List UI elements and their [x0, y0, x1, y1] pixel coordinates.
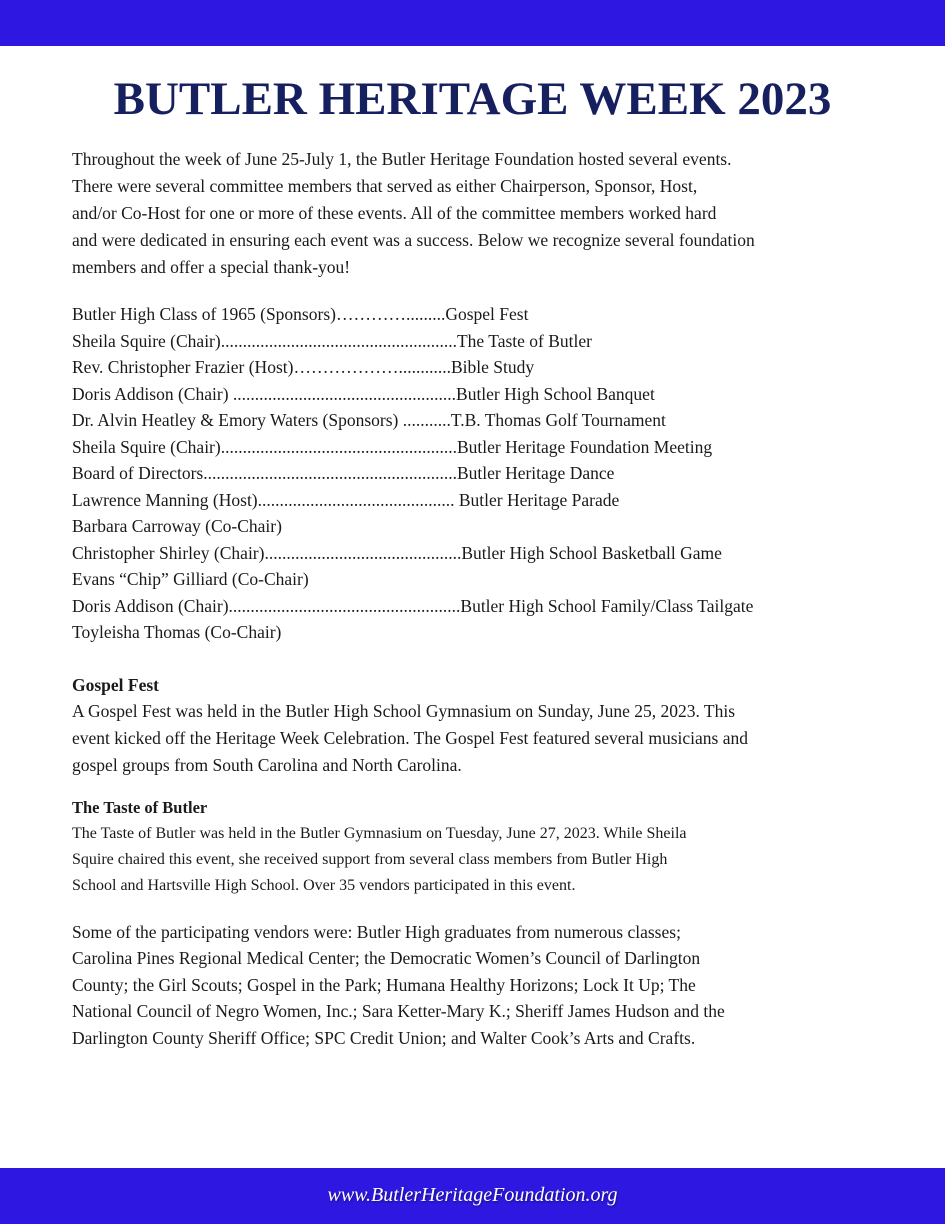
document-body	[72, 146, 902, 1051]
taste-of-butler-line: School and Hartsville High School. Over 35 vendors participated in this event.	[72, 876, 576, 894]
intro-line: and were dedicated in ensuring each event was a success. Below we recognize several foundation	[72, 230, 755, 250]
intro-line: and/or Co-Host for one or more of these events. All of the committee members worked hard	[72, 203, 717, 223]
roster-row: Barbara Carroway (Co-Chair)	[72, 516, 282, 536]
gospel-fest-line: event kicked off the Heritage Week Celebration. The Gospel Fest featured several musicians and	[72, 727, 748, 748]
intro-line: Throughout the week of June 25-July 1, the Butler Heritage Foundation hosted several events.	[72, 149, 732, 169]
footer-website-url[interactable]: www.ButlerHeritageFoundation.org	[327, 1184, 618, 1206]
page-title: BUTLER HERITAGE WEEK 2023	[113, 73, 832, 125]
taste-of-butler-line: The Taste of Butler was held in the Butler Gymnasium on Tuesday, June 27, 2023. While Sheila	[72, 824, 687, 842]
committee-roster	[72, 301, 902, 646]
top-color-band	[0, 0, 945, 46]
gospel-fest-heading: Gospel Fest	[72, 674, 160, 695]
vendors-line: County; the Girl Scouts; Gospel in the Park; Humana Healthy Horizons; Lock It Up; The	[72, 974, 696, 995]
gospel-fest-paragraph	[72, 698, 902, 779]
intro-paragraph	[72, 146, 902, 281]
taste-of-butler-line: Squire chaired this event, she received support from several class members from Butler High	[72, 850, 668, 868]
roster-row: Doris Addison (Chair).....................................................Butler High School Family/Class Tailgate	[72, 595, 754, 616]
vendors-paragraph	[72, 919, 902, 1052]
roster-row: Lawrence Manning (Host)............................................. Butler Heritage Parade	[72, 489, 620, 510]
intro-line: members and offer a special thank-you!	[72, 257, 351, 277]
roster-row: Christopher Shirley (Chair).............................................Butler High School Basketball Game	[72, 542, 722, 563]
roster-row: Evans “Chip” Gilliard (Co-Chair)	[72, 569, 309, 589]
intro-line: There were several committee members that served as either Chairperson, Sponsor, Host,	[72, 176, 698, 196]
taste-of-butler-heading: The Taste of Butler	[72, 797, 208, 817]
vendors-line: Darlington County Sheriff Office; SPC Credit Union; and Walter Cook’s Arts and Crafts.	[72, 1027, 696, 1048]
roster-row: Sheila Squire (Chair)......................................................The Taste of Butler	[72, 330, 592, 351]
vendors-line: Some of the participating vendors were: Butler High graduates from numerous classes;	[72, 921, 681, 942]
roster-row: Board of Directors..........................................................Butler Heritage Dance	[72, 463, 615, 483]
vendors-line: National Council of Negro Women, Inc.; Sara Ketter-Mary K.; Sheriff James Hudson and the	[72, 1001, 725, 1021]
vendors-line: Carolina Pines Regional Medical Center; the Democratic Women’s Council of Darlington	[72, 948, 701, 968]
gospel-fest-line: gospel groups from South Carolina and North Carolina.	[72, 754, 462, 775]
roster-row: Dr. Alvin Heatley & Emory Waters (Sponsors) ...........T.B. Thomas Golf Tournament	[72, 410, 666, 430]
roster-row: Sheila Squire (Chair)......................................................Butler Heritage Foundation Meeting	[72, 436, 713, 457]
roster-row: Rev. Christopher Frazier (Host)………………............Bible Study	[72, 357, 535, 377]
roster-row: Butler High Class of 1965 (Sponsors)………….........Gospel Fest	[72, 304, 529, 324]
gospel-fest-line: A Gospel Fest was held in the Butler High School Gymnasium on Sunday, June 25, 2023. This	[72, 700, 736, 721]
roster-row: Toyleisha Thomas (Co-Chair)	[72, 622, 282, 642]
taste-of-butler-paragraph	[72, 821, 902, 899]
roster-row: Doris Addison (Chair) ...................................................Butler High School Banquet	[72, 383, 655, 404]
